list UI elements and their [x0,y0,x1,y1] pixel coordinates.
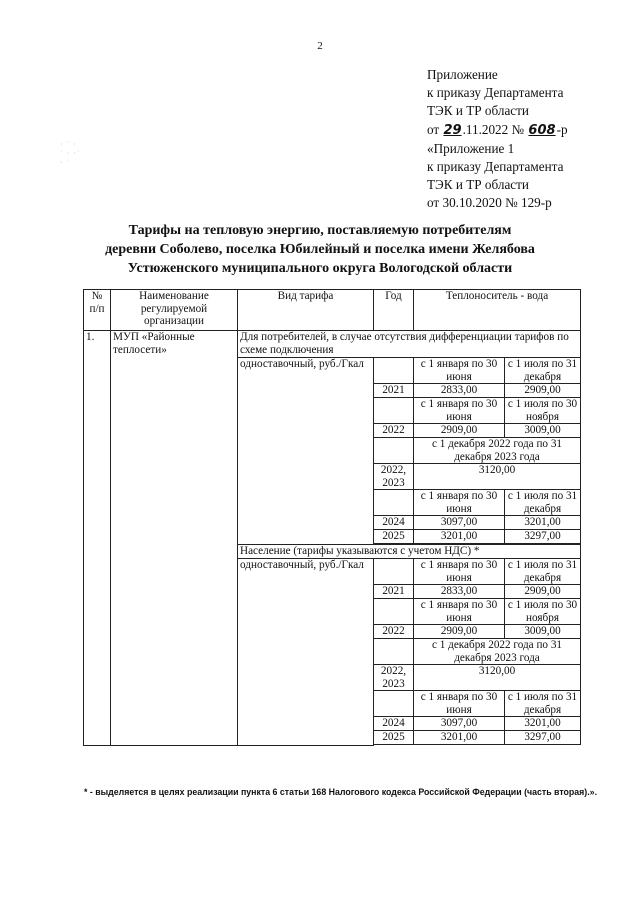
row-number: 1. [84,331,111,746]
appendix-date-line [427,121,568,140]
group2-tariff: одноставочный, руб./Гкал [238,559,374,746]
appendix-line7: ТЭК и ТР области [427,177,529,193]
value-cell: 2833,00 [414,384,505,398]
title-line2: деревни Соболево, поселка Юбилейный и поселка имени Желябова [105,242,535,257]
value-cell: 3009,00 [505,625,581,639]
value-cell: 3009,00 [505,424,581,438]
appendix-line8: от 30.10.2020 № 129-р [427,195,552,211]
period-cell: с 1 января по 30 июня [414,599,505,625]
year-cell: 2025 [374,530,414,544]
period-cell: с 1 января по 30 июня [414,691,505,717]
appendix-line5: «Приложение 1 [427,140,515,156]
value-cell: 3201,00 [505,516,581,530]
title-line1: Тарифы на тепловую энергию, поставляемую потребителям [128,223,512,238]
value-cell: 3201,00 [414,530,505,544]
value-cell: 2833,00 [414,585,505,599]
page-number: 2 [317,40,323,52]
value-cell: 3097,00 [414,717,505,731]
header-num: № п/п [84,290,111,331]
value-cell: 2909,00 [505,585,581,599]
period-cell: с 1 января по 30 июня [414,490,505,516]
tariff-table [83,289,581,746]
header-type: Вид тарифа [238,290,374,331]
value-cell: 3120,00 [414,464,581,490]
period-cell: с 1 июля по 30 ноября [505,398,581,424]
period-cell: с 1 июля по 31 декабря [505,490,581,516]
value-cell: 3097,00 [414,516,505,530]
year-cell: 2022 [374,424,414,438]
date-rest: .11.2022 № [462,121,525,137]
group1-tariff: одноставочный, руб./Гкал [238,358,374,545]
appendix-line2: к приказу Департамента [427,85,564,101]
value-cell: 2909,00 [414,424,505,438]
footnote: * - выделяется в целях реализации пункта 6 статьи 168 Налогового кодекса Российской Федерации (часть вторая).». [84,787,598,797]
year-cell: 2021 [374,585,414,599]
year-cell: 2021 [374,384,414,398]
year-cell: 2025 [374,731,414,745]
period-cell: с 1 июля по 31 декабря [505,691,581,717]
handwritten-order-number: 608 [528,122,556,138]
period-cell: с 1 июля по 30 ноября [505,599,581,625]
year-cell: 2022, 2023 [374,464,414,490]
period-cell: с 1 декабря 2022 года по 31 декабря 2023 года [414,438,581,464]
document-title [60,221,580,278]
year-cell: 2022 [374,625,414,639]
year-cell: 2022, 2023 [374,665,414,691]
period-cell: с 1 января по 30 июня [414,398,505,424]
scan-noise: · ˙ · ˙ · ·˙ · ˙ [60,140,81,167]
value-cell: 3120,00 [414,665,581,691]
date-prefix: от [427,121,440,137]
period-cell: с 1 декабря 2022 года по 31 декабря 2023 года [414,639,581,665]
value-cell: 2909,00 [414,625,505,639]
period-cell: с 1 июля по 31 декабря [505,358,581,384]
value-cell: 3297,00 [505,731,581,745]
period-cell: с 1 января по 30 июня [414,358,505,384]
period-cell: с 1 июля по 31 декабря [505,559,581,585]
handwritten-day: 29 [443,122,462,138]
group1-label: Для потребителей, в случае отсутствия дифференциации тарифов по схеме подключения [238,331,581,358]
header-org: Наименование регулируемой организации [111,290,238,331]
period-cell: с 1 января по 30 июня [414,559,505,585]
appendix-line1: Приложение [427,67,498,82]
group2-label: Население (тарифы указываются с учетом НДС) * [238,545,581,559]
organization-name: МУП «Районные теплосети» [111,331,238,746]
value-cell: 2909,00 [505,384,581,398]
appendix-line3: ТЭК и ТР области [427,103,529,119]
year-cell: 2024 [374,516,414,530]
appendix-line6: к приказу Департамента [427,159,564,175]
table-row [84,331,581,358]
table-header-row [84,290,581,331]
order-suffix: -р [556,121,568,137]
value-cell: 3297,00 [505,530,581,544]
appendix-block [427,66,568,213]
value-cell: 3201,00 [505,717,581,731]
header-coolant: Теплоноситель - вода [414,290,581,331]
header-year: Год [374,290,414,331]
value-cell: 3201,00 [414,731,505,745]
title-line3: Устюженского муниципального округа Вологодской области [127,261,513,276]
year-cell: 2024 [374,717,414,731]
